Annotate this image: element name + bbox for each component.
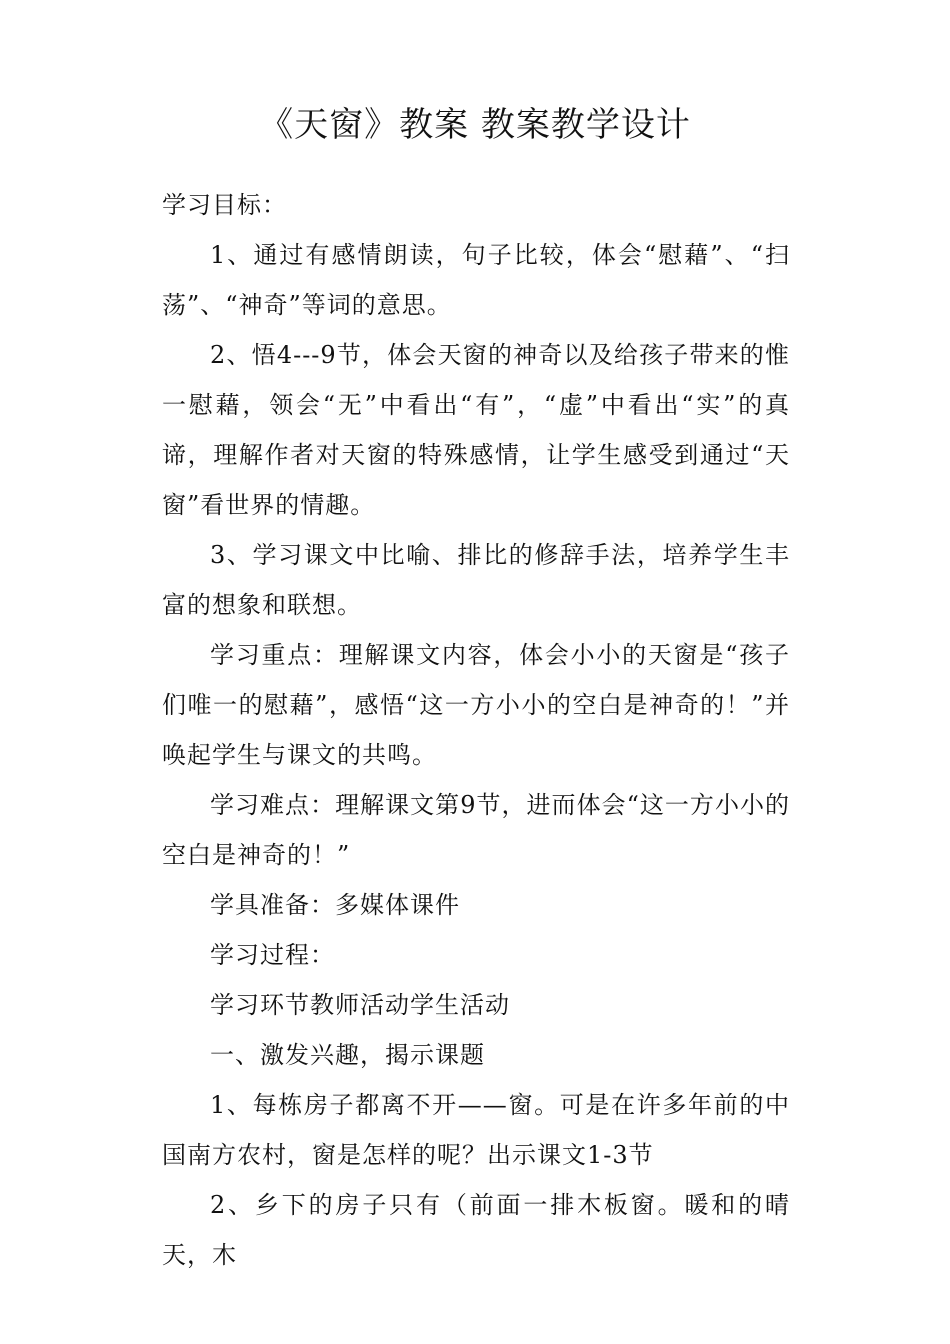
document-body (162, 180, 790, 1280)
paragraph-activity-columns: 学习环节教师活动学生活动 (210, 991, 510, 1019)
paragraph-goal-1: 1、通过有感情朗读，句子比较，体会“慰藉”、“扫荡”、“神奇”等词的意思。 (162, 241, 790, 319)
paragraph-step-1: 1、每栋房子都离不开——窗。可是在许多年前的中国南方农村，窗是怎样的呢？出示课文1-3节 (162, 1091, 790, 1169)
paragraph-goal-2: 2、悟4---9节，体会天窗的神奇以及给孩子带来的惟一慰藉，领会“无”中看出“有”，“虚”中看出“实”的真谛，理解作者对天窗的特殊感情，让学生感受到通过“天窗”看世界的情趣。 (162, 341, 790, 519)
paragraph-step-2: 2、乡下的房子只有（前面一排木板窗。暖和的晴天，木 (162, 1191, 790, 1269)
paragraph-difficulties: 学习难点：理解课文第9节，进而体会“这一方小小的空白是神奇的！” (162, 791, 790, 869)
paragraph-section-1-heading: 一、激发兴趣，揭示课题 (210, 1041, 485, 1069)
paragraph-learning-goals-heading: 学习目标： (162, 191, 287, 219)
paragraph-process-heading: 学习过程： (210, 941, 335, 969)
document-title: 《天窗》教案 教案教学设计 (259, 105, 691, 145)
paragraph-goal-3: 3、学习课文中比喻、排比的修辞手法，培养学生丰富的想象和联想。 (162, 541, 790, 619)
paragraph-key-points: 学习重点：理解课文内容，体会小小的天窗是“孩子们唯一的慰藉”，感悟“这一方小小的空白是神奇的！”并唤起学生与课文的共鸣。 (162, 641, 790, 769)
paragraph-materials: 学具准备：多媒体课件 (210, 891, 460, 919)
